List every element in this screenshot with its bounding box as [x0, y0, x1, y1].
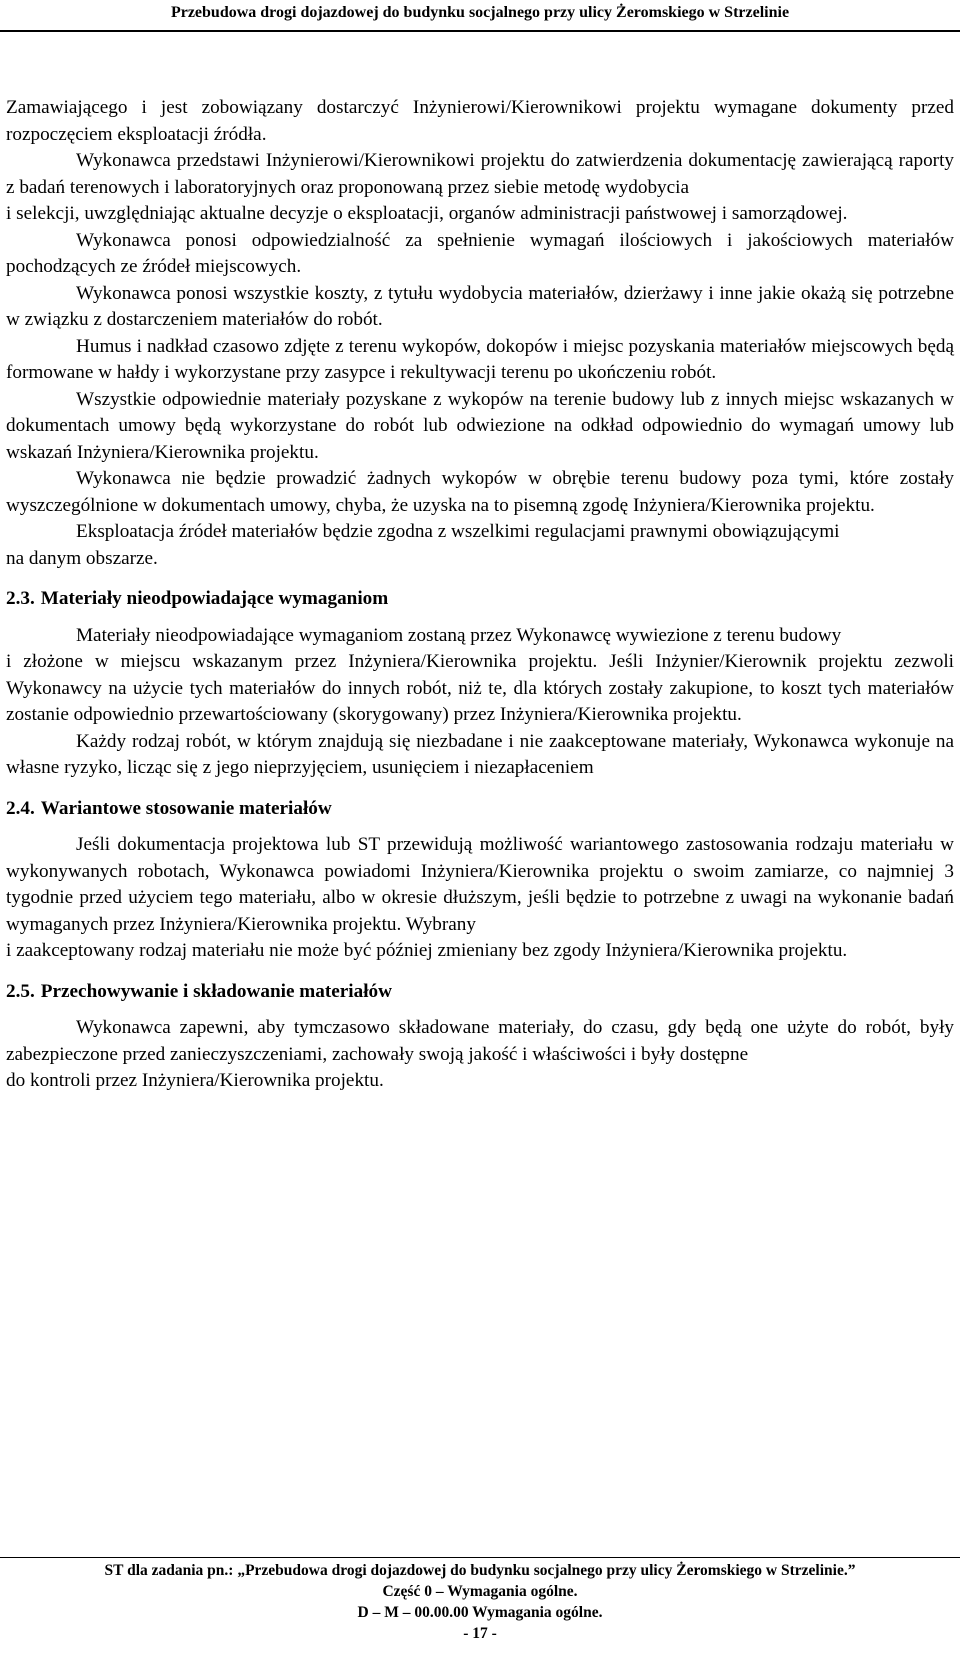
paragraph: i złożone w miejscu wskazanym przez Inżyniera/Kierownika projektu. Jeśli Inżynier/Kierownik projektu zezwoli Wykonawcy na użycie tych materiałów do innych robót, niż te, dla których zostały zakupione, to koszt tych materiałów zostanie odpowiednio przewartościowany (skorygowany) przez Inżyniera/Kierownika projektu. [6, 651, 954, 725]
footer-line: Część 0 – Wymagania ogólne. [382, 1583, 578, 1600]
paragraph: do kontroli przez Inżyniera/Kierownika projektu. [6, 1070, 384, 1091]
section-title: Wariantowe stosowanie materiałów [40, 797, 332, 819]
paragraph: Zamawiającego i jest zobowiązany dostarczyć Inżynierowi/Kierownikowi projektu wymagane dokumenty przed rozpoczęciem eksploatacji źródła. [6, 97, 954, 145]
paragraph: Wykonawca ponosi odpowiedzialność za spełnienie wymagań ilościowych i jakościowych materiałów pochodzących ze źródeł miejscowych. [6, 229, 954, 277]
running-header: Przebudowa drogi dojazdowej do budynku socjalnego przy ulicy Żeromskiego w Strzelinie [170, 4, 790, 21]
running-footer [0, 1560, 960, 1644]
section-title: Przechowywanie i składowanie materiałów [40, 980, 392, 1002]
paragraph: i selekcji, uwzględniając aktualne decyzje o eksploatacji, organów administracji państwowej i samorządowej. [6, 203, 848, 224]
section-title: Materiały nieodpowiadające wymaganiom [40, 588, 389, 609]
section-number: 2.3. [6, 588, 35, 609]
paragraph: Wykonawca nie będzie prowadzić żadnych wykopów w obrębie terenu budowy poza tymi, które zostały wyszczególnione w dokumentach umowy, chyba, że uzyska na to pisemną zgodę Inżyniera/Kierownika projektu. [6, 468, 954, 516]
header-rule [0, 30, 960, 32]
section-heading [6, 796, 954, 823]
paragraph: Wykonawca ponosi wszystkie koszty, z tytułu wydobycia materiałów, dzierżawy i inne jakie okażą się potrzebne w związku z dostarczeniem materiałów do robót. [6, 282, 954, 330]
page-number: - 17 - [463, 1625, 497, 1642]
paragraph: i zaakceptowany rodzaj materiału nie może być później zmieniany bez zgody Inżyniera/Kierownika projektu. [6, 940, 848, 961]
section-heading [6, 586, 954, 613]
paragraph: Każdy rodzaj robót, w którym znajdują się niezbadane i nie zaakceptowane materiały, Wykonawca wykonuje na własne ryzyko, licząc się z jego nieprzyjęciem, usunięciem i niezapłaceniem [6, 730, 954, 778]
section-number: 2.4. [6, 797, 35, 819]
paragraph: Humus i nadkład czasowo zdjęte z terenu wykopów, dokopów i miejsc pozyskania materiałów miejscowych będą formowane w hałdy i wykorzystane przy zasypce i rekultywacji terenu po ukończeniu robót. [6, 335, 954, 383]
paragraph: Jeśli dokumentacja projektowa lub ST przewidują możliwość wariantowego zastosowania rodzaju materiału w wykonywanych robotach, Wykonawca powiadomi Inżyniera/Kierownika projektu o swoim zamiarze, co najmniej 3 tygodnie przed użyciem tego materiału, albo w okresie dłuższym, jeśli będzie to potrzebne z uwagi na wykonanie badań wymaganych przez Inżyniera/Kierownika projektu. Wybrany [6, 834, 954, 935]
paragraph: Materiały nieodpowiadające wymaganiom zostaną przez Wykonawcę wywiezione z terenu budowy [76, 624, 842, 646]
paragraph: Eksploatacja źródeł materiałów będzie zgodna z wszelkimi regulacjami prawnymi obowiązującymi [76, 521, 840, 542]
body-text [6, 95, 954, 1095]
footer-rule [0, 1557, 960, 1558]
footer-line: ST dla zadania pn.: „Przebudowa drogi dojazdowej do budynku socjalnego przy ulicy Żeromskiego w Strzelinie.” [104, 1562, 856, 1579]
paragraph: Wszystkie odpowiednie materiały pozyskane z wykopów na terenie budowy lub z innych miejsc wskazanych w dokumentach umowy będą wykorzystane do robót lub odwiezione na odkład odpowiednio do wymagań umowy lub wskazań Inżyniera/Kierownika projektu. [6, 388, 954, 463]
section-number: 2.5. [6, 980, 35, 1002]
footer-line: D – M – 00.00.00 Wymagania ogólne. [357, 1604, 603, 1621]
paragraph: Wykonawca zapewni, aby tymczasowo składowane materiały, do czasu, gdy będą one użyte do robót, były zabezpieczone przed zanieczyszczeniami, zachowały swoją jakość i właściwości i były dostępne [6, 1017, 954, 1065]
paragraph: Wykonawca przedstawi Inżynierowi/Kierownikowi projektu do zatwierdzenia dokumentację zawierającą raporty z badań terenowych i laboratoryjnych oraz proponowaną przez siebie metodę wydobycia [6, 150, 954, 198]
paragraph: na danym obszarze. [6, 547, 158, 569]
section-heading [6, 979, 954, 1006]
